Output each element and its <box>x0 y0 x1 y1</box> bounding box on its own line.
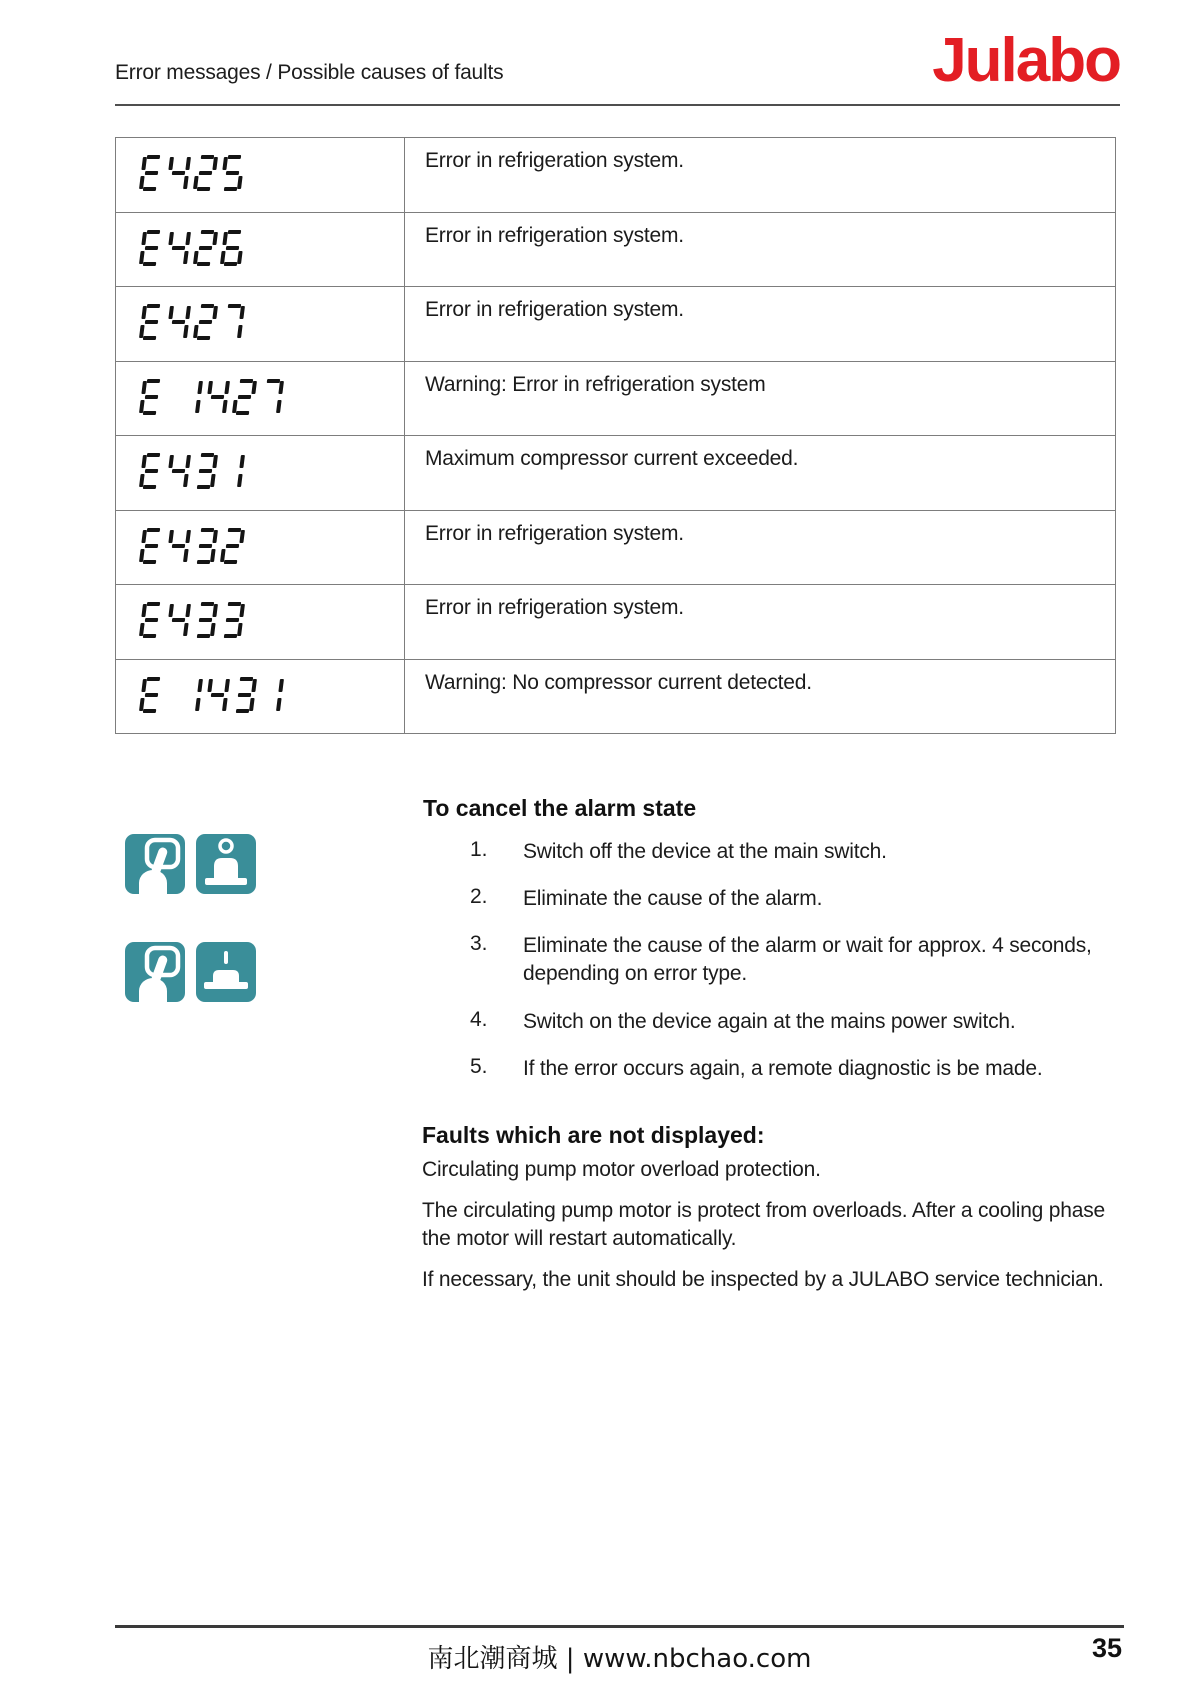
step-text: Eliminate the cause of the alarm or wait for approx. 4 seconds, depending on error type. <box>523 934 1092 986</box>
error-table <box>115 137 1116 734</box>
header-divider <box>115 104 1120 106</box>
table-row <box>116 511 1115 586</box>
error-code-cell <box>116 138 405 212</box>
error-description: Error in refrigeration system. <box>425 596 684 619</box>
step-number: 5. <box>470 1054 488 1078</box>
error-code-cell <box>116 585 405 659</box>
error-description-cell <box>405 287 1115 361</box>
table-row <box>116 660 1115 734</box>
footer-divider <box>115 1625 1124 1628</box>
error-description-cell <box>405 138 1115 212</box>
error-description-cell <box>405 511 1115 585</box>
power-switch-on-icon <box>196 834 256 894</box>
cancel-alarm-heading: To cancel the alarm state <box>423 795 697 821</box>
seven-segment-code <box>139 602 406 638</box>
fault-paragraph: Circulating pump motor overload protection. <box>422 1158 821 1181</box>
fault-paragraph: If necessary, the unit should be inspected by a JULABO service technician. <box>422 1268 1104 1292</box>
power-switch-off-icon <box>196 942 256 1002</box>
page-number: 35 <box>1091 1633 1122 1663</box>
error-description: Error in refrigeration system. <box>425 223 684 247</box>
table-row <box>116 362 1115 437</box>
step-text: Switch off the device at the main switch. <box>523 840 887 863</box>
table-row <box>116 213 1115 288</box>
table-row <box>116 436 1115 511</box>
error-code-cell <box>116 287 405 361</box>
step-number: 1. <box>470 838 488 861</box>
page-title: Error messages / Possible causes of faults <box>115 61 504 84</box>
seven-segment-code <box>139 155 406 191</box>
faults-paragraphs <box>422 1156 1122 1308</box>
seven-segment-code <box>139 677 406 713</box>
step-number: 4. <box>470 1007 488 1031</box>
seven-segment-code <box>139 304 406 340</box>
table-row <box>116 585 1115 660</box>
step-text: Switch on the device again at the mains power switch. <box>523 1009 1016 1033</box>
error-description: Error in refrigeration system. <box>425 149 684 172</box>
error-description-cell <box>405 436 1115 510</box>
error-description-cell <box>405 660 1115 734</box>
error-code-cell <box>116 213 405 287</box>
error-code-cell <box>116 362 405 436</box>
hand-press-icon <box>125 942 185 1002</box>
error-code-cell <box>116 436 405 510</box>
hand-press-icon <box>125 834 185 894</box>
julabo-logo: Julabo <box>932 26 1120 95</box>
error-description: Error in refrigeration system. <box>425 298 684 321</box>
error-description: Warning: No compressor current detected. <box>425 670 812 694</box>
step-item <box>470 932 1130 988</box>
seven-segment-code <box>139 379 406 415</box>
step-item <box>470 1008 1130 1036</box>
step-item <box>470 885 1130 913</box>
step-text: If the error occurs again, a remote diagnostic is be made. <box>523 1056 1043 1080</box>
error-description: Error in refrigeration system. <box>425 521 684 545</box>
table-row <box>116 138 1115 213</box>
step-number: 2. <box>470 885 488 909</box>
error-description: Maximum compressor current exceeded. <box>425 447 799 470</box>
error-code-cell <box>116 511 405 585</box>
error-description-cell <box>405 213 1115 287</box>
error-description-cell <box>405 585 1115 659</box>
seven-segment-code <box>139 230 406 266</box>
step-item <box>470 838 1130 866</box>
cancel-steps <box>470 838 1130 1102</box>
step-text: Eliminate the cause of the alarm. <box>523 887 823 911</box>
table-row <box>116 287 1115 362</box>
faults-heading: Faults which are not displayed: <box>422 1122 765 1148</box>
error-description-cell <box>405 362 1115 436</box>
error-code-cell <box>116 660 405 734</box>
step-number: 3. <box>470 932 488 956</box>
seven-segment-code <box>139 528 406 564</box>
footer-site-text: 南北潮商城 | www.nbchao.com <box>427 1644 812 1674</box>
step-item <box>470 1055 1130 1083</box>
fault-paragraph: The circulating pump motor is protect from overloads. After a cooling phase the motor will restart automatically. <box>422 1199 1106 1251</box>
seven-segment-code <box>139 453 406 489</box>
error-description: Warning: Error in refrigeration system <box>425 372 766 396</box>
